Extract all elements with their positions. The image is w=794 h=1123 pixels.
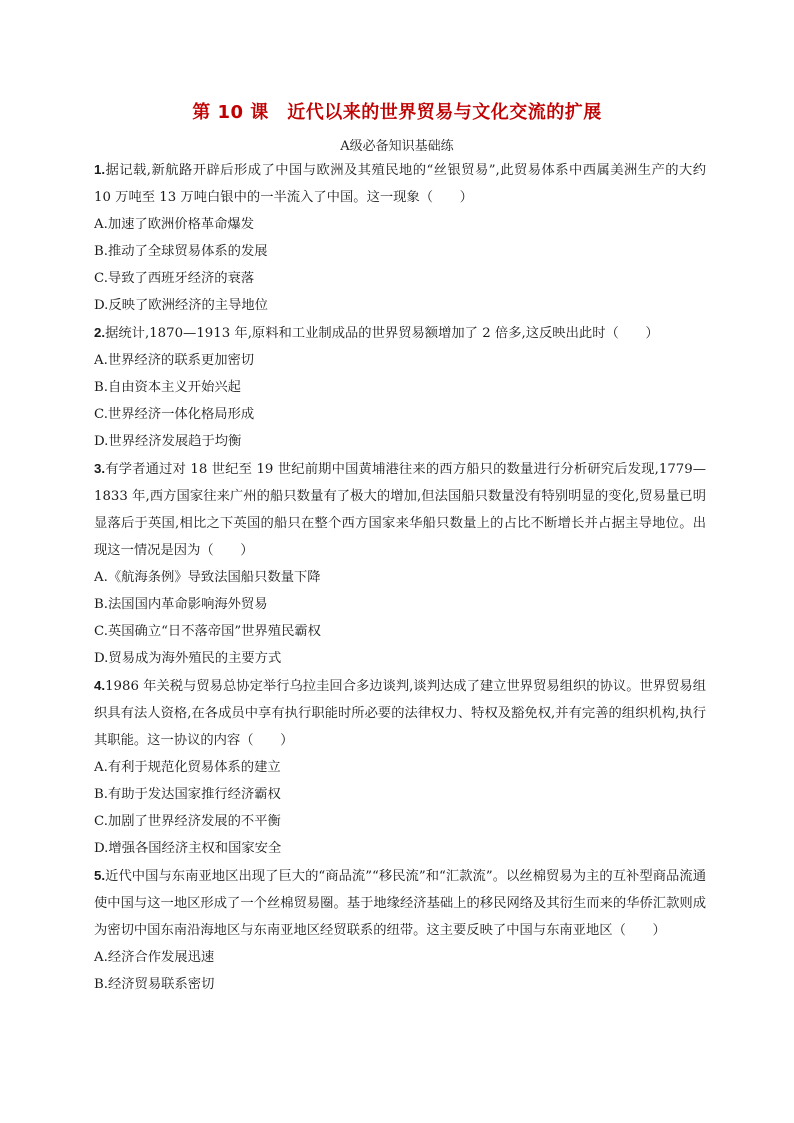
- option-c: C.导致了西班牙经济的衰落: [94, 271, 255, 286]
- option-c: C.英国确立“日不落帝国”世界殖民霸权: [94, 624, 321, 639]
- question-number: 5.: [94, 868, 106, 883]
- question-number: 3.: [94, 461, 106, 476]
- question-text: 据统计,1870—1913 年,原料和工业制成品的世界贸易额增加了 2 倍多,这反映出此时（ ）: [105, 326, 659, 341]
- question-2: [94, 319, 706, 455]
- question-text: 1986 年关税与贸易总协定举行乌拉圭回合多边谈判,谈判达成了建立世界贸易组织的协议。世界贸易组织具有法人资格,在各成员中享有执行职能时所必要的法律权力、特权及豁免权,并有完善的组织机构,执行其职能。这一协议的内容（ ）: [94, 679, 706, 748]
- question-stem: [94, 672, 706, 754]
- option-c: C.加剧了世界经济发展的不平衡: [94, 814, 281, 829]
- question-number: 1.: [94, 162, 106, 177]
- option-a: A.有利于规范化贸易体系的建立: [94, 760, 281, 775]
- option-d: D.反映了欧洲经济的主导地位: [94, 298, 268, 313]
- option-b: B.法国国内革命影响海外贸易: [94, 597, 268, 612]
- section-subtitle: A级必备知识基础练: [340, 139, 454, 154]
- question-text: 近代中国与东南亚地区出现了巨大的“商品流”“移民流”和“汇款流”。以丝棉贸易为主的互补型商品流通使中国与这一地区形成了一个丝棉贸易圈。基于地缘经济基础上的移民网络及其衍生而来的华侨汇款则成为密切中国东南沿海地区与东南亚地区经贸联系的纽带。这主要反映了中国与东南亚地区（ ）: [94, 869, 706, 938]
- question-text: 据记载,新航路开辟后形成了中国与欧洲及其殖民地的“丝银贸易”,此贸易体系中西属美洲生产的大约 10 万吨至 13 万吨白银中的一半流入了中国。这一现象（ ）: [94, 163, 706, 205]
- question-3: [94, 455, 706, 672]
- question-stem: [94, 319, 706, 347]
- question-4: [94, 672, 706, 862]
- question-1: [94, 156, 706, 319]
- option-b: B.经济贸易联系密切: [94, 977, 215, 992]
- option-d: D.贸易成为海外殖民的主要方式: [94, 651, 282, 666]
- option-b: B.推动了全球贸易体系的发展: [94, 244, 268, 259]
- option-d: D.增强各国经济主权和国家安全: [94, 841, 282, 856]
- lesson-title: 第 10 课 近代以来的世界贸易与文化交流的扩展: [192, 102, 602, 123]
- option-a: A.经济合作发展迅速: [94, 950, 215, 965]
- option-b: B.自由资本主义开始兴起: [94, 380, 241, 395]
- question-5: [94, 862, 706, 998]
- question-stem: [94, 862, 706, 944]
- option-a: A.《航海条例》导致法国船只数量下降: [94, 570, 321, 585]
- question-number: 2.: [94, 325, 106, 340]
- question-stem: [94, 156, 706, 211]
- question-stem: [94, 455, 706, 564]
- question-text: 有学者通过对 18 世纪至 19 世纪前期中国黄埔港往来的西方船只的数量进行分析研究后发现,1779—1833 年,西方国家往来广州的船只数量有了极大的增加,但法国船只数量没有特别明显的变化,贸易量已明显落后于英国,相比之下英国的船只在整个西方国家来华船只数量上的占比不断增长并占据主导地位。出现这一情况是因为（ ）: [94, 462, 706, 558]
- option-d: D.世界经济发展趋于均衡: [94, 434, 242, 449]
- question-list: [94, 156, 706, 998]
- option-b: B.有助于发达国家推行经济霸权: [94, 787, 281, 802]
- option-a: A.加速了欧洲价格革命爆发: [94, 217, 255, 232]
- question-number: 4.: [94, 678, 106, 693]
- option-c: C.世界经济一体化格局形成: [94, 407, 255, 422]
- option-a: A.世界经济的联系更加密切: [94, 353, 255, 368]
